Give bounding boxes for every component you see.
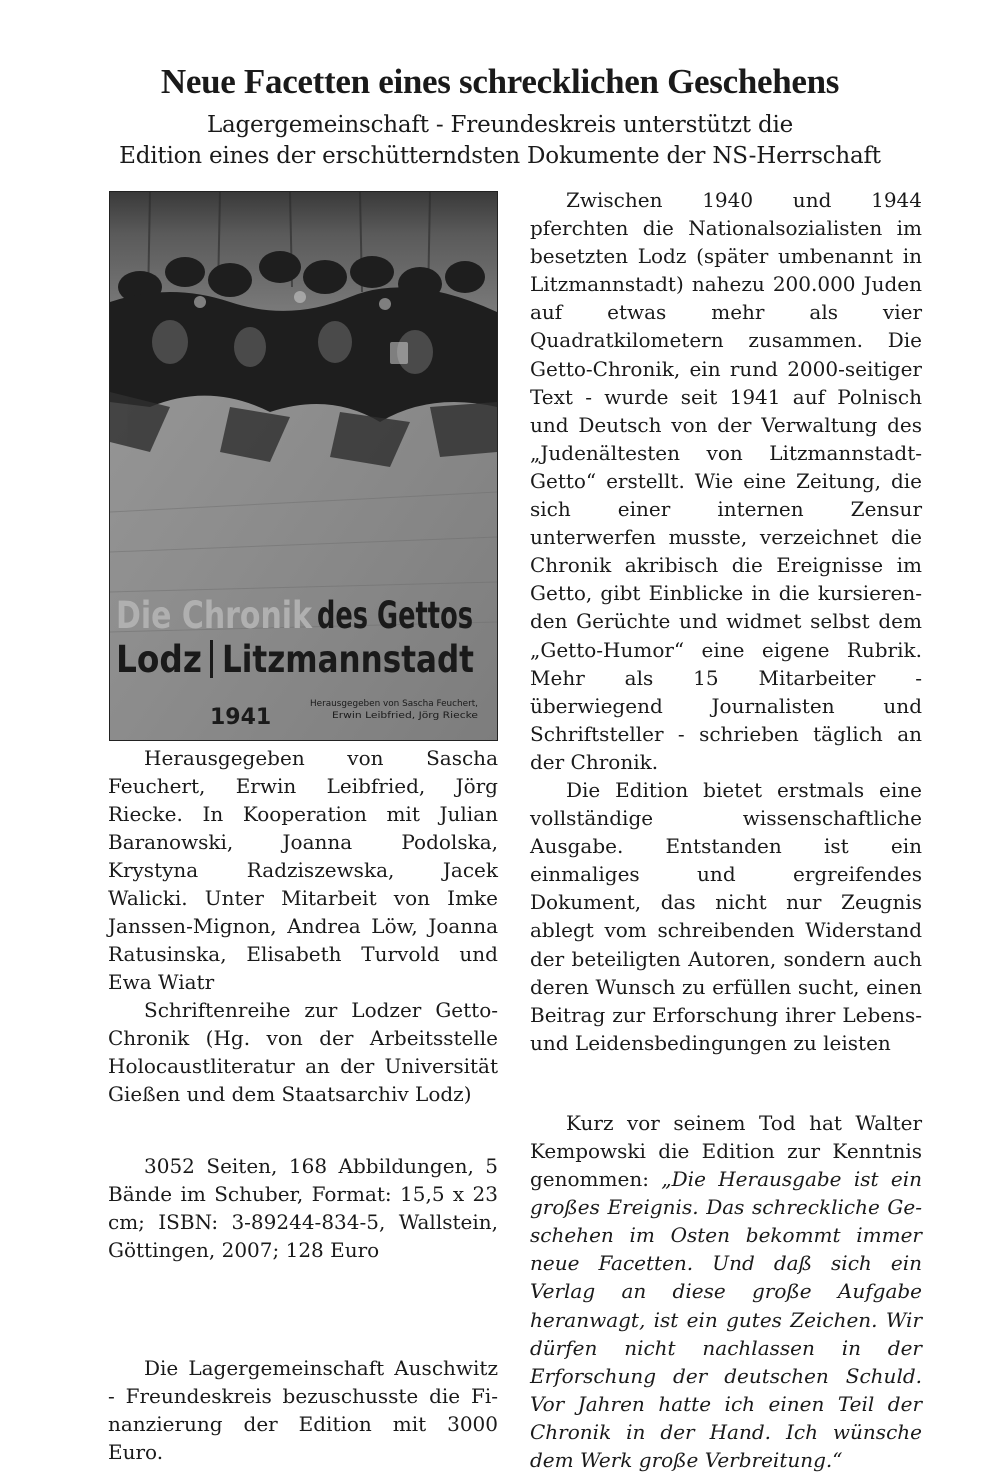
cover-title-part2: des Gettos — [317, 594, 473, 637]
cover-city-lodz: Lodz — [116, 638, 202, 681]
book-cover-image — [109, 191, 498, 741]
article-subtitle-line1: Lagergemeinschaft - Freundeskreis unterstützt die — [206, 112, 794, 138]
book-details-paragraph: 3052 Seiten, 168 Abbildungen, 5 Bände im Schuber, Format: 15,5 x 23 cm; ISBN: 3-89244-834-5, Wallstein, Göttingen, 2007; 128 Euro — [108, 1154, 498, 1262]
editors-paragraph: Herausgegeben von Sascha Feuchert, Erwin Leibfried, Jörg Riecke. In Kooperation mit Julian Baranowski, Joanna Podolska, Krystyna Radziszewska, Jacek Walicki. Unter Mitarbeit von Imke Janssen-Mignon, Andrea Löw, Joanna Ratusinska, Elisabeth Turvold und Ewa Wiatr — [108, 746, 498, 994]
left-column — [108, 744, 498, 1466]
kempowski-quote: „Die Herausgabe ist ein großes Ereignis. Das schreckliche Geschehen im Osten bekommt immer neue Facetten. Und daß sich ein Verlag an diese große Aufgabe heranwagt, ist ein gutes Zeichen. Wir dürfen nicht nachlassen in der Erforschung der deutschen Schuld. Vor Jahren hatte ich einen Teil der Chronik in der Hand. Ich wünsche dem Werk große Verbreitung.“ — [530, 1167, 922, 1473]
edition-paragraph: Die Edition bietet erstmals eine vollständige wissenschaftliche Ausgabe. Entstanden ist ein einmaliges und ergreifendes Dokument, das nicht nur Zeugnis ablegt vom schreibenden Widerstand der beteiligten Autoren, sondern auch deren Wunsch zu erfüllen sucht, einen Beitrag zur Erforschung ihrer Lebens- und Leidensbedingungen zu leisten — [530, 777, 922, 1055]
article-subtitle-line2: Edition eines der erschütterndsten Dokumente der NS-Herrschaft — [119, 143, 881, 169]
cover-year: 1941 — [210, 705, 272, 730]
cover-city-litzmannstadt: Litzmannstadt — [222, 638, 474, 681]
cover-title-part1: Die Chronik — [116, 594, 314, 637]
cover-editors-line2: Erwin Leibfried, Jörg Riecke — [332, 711, 479, 721]
history-paragraph: Zwischen 1940 und 1944 pferchten die Nationalsozialisten im besetzten Lodz (später umbenannt in Litzmannstadt) nahezu 200.000 Juden auf etwas mehr als vier Quadratkilometern zusammen. Die Getto-Chronik, ein rund 2000-seitiger Text - wurde seit 1941 auf Polnisch und Deutsch von der Verwaltung des „Judenältesten von Litzmannstadt-Getto“ erstellt. Wie eine Zeitung, die sich einer internen Zensur unterwerfen musste, verzeichnet die Chronik akribisch die Ereignisse im Getto, gibt Einblicke in die kursierenden Gerüchte und widmet selbst dem „Getto-Humor“ eine eigene Rubrik. Mehr als 15 Mitarbeiter - überwiegend Journalisten und Schriftsteller - schrieben täglich an der Chronik. — [530, 188, 922, 774]
right-column — [530, 186, 922, 1474]
kempowski-paragraph — [530, 1109, 922, 1474]
kempowski-intro: Kurz vor seinem Tod hat Walter Kempowski die Edition zur Kenntnis genommen: — [530, 1110, 922, 1192]
cover-divider — [210, 640, 213, 678]
cover-editors-line1: Herausgegeben von Sascha Feuchert, — [310, 699, 478, 709]
funding-paragraph: Die Lagergemeinschaft Auschwitz - Freundeskreis bezuschusste die Finanzierung der Edition mit 3000 Euro. — [108, 1356, 498, 1464]
series-paragraph: Schriftenreihe zur Lodzer Getto-Chronik (Hg. von der Arbeitsstelle Holocaustliteratur an der Universität Gießen und dem Staatsarchiv Lodz) — [108, 998, 498, 1106]
article-title: Neue Facetten eines schrecklichen Geschehens — [160, 62, 840, 101]
